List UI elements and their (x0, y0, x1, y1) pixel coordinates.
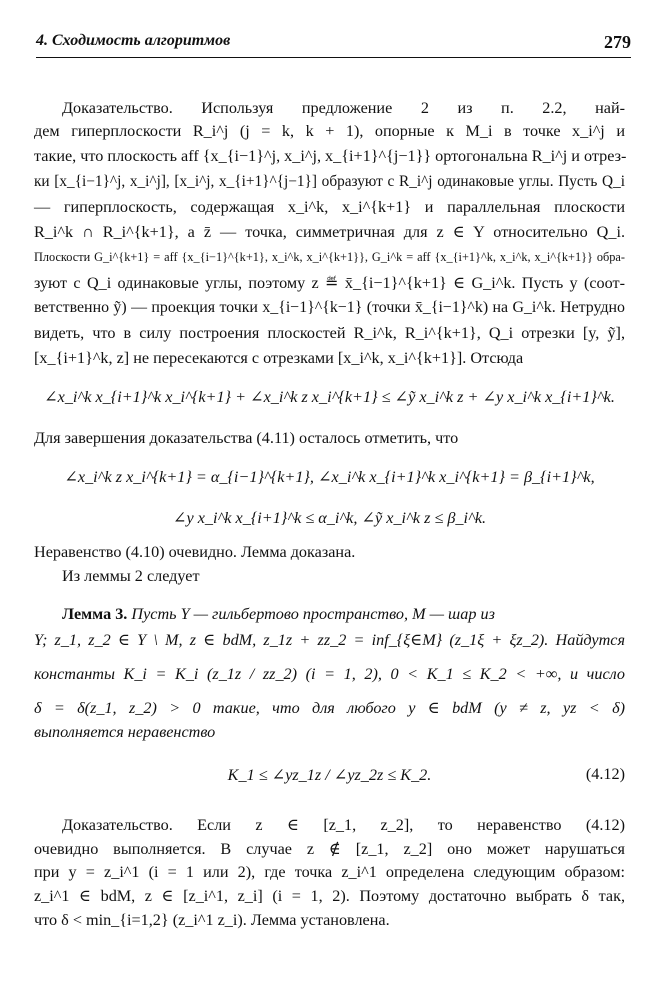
proof-line-6: R_i^k ∩ R_i^{k+1}, а z̄ — точка, симметричная для z ∈ Y относительно Q_i. (34, 223, 625, 241)
equation-number-4-12: (4.12) (585, 765, 625, 783)
proof-line-3: такие, что плоскость aff {x_{i−1}^j, x_i^j, x_{i+1}^{j−1}} ортогональна R_i^j и отрез- (34, 147, 627, 165)
page-number: 279 (604, 32, 631, 52)
proof-line-1: Доказательство. Используя предложение 2 из п. 2.2, най- (62, 99, 625, 117)
proof-line-11: [x_{i+1}^k, z] не пересекаются с отрезками [x_i^k, x_i^{k+1}]. Отсюда (34, 349, 524, 367)
proof2-line-4: z_i^1 ∈ bdM, z ∈ [z_i^1, z_i] (i = 1, 2). Поэтому достаточно выбрать δ так, (34, 887, 625, 905)
lemma-3-line-1 (62, 604, 625, 624)
proof-line-9: ветственно ỹ) — проекция точки x_{i−1}^{k−1} (точки x̄_{i−1}^k) на G_i^k. Нетрудно (34, 299, 625, 316)
text-ineq-obvious: Неравенство (4.10) очевидно. Лемма доказана. (34, 543, 356, 561)
equation-inequality: ∠x_i^k x_{i+1}^k x_i^{k+1} + ∠x_i^k z x_i^{k+1} ≤ ∠ỹ x_i^k z + ∠y x_i^k x_{i+1}^k. (44, 388, 615, 406)
proof2-line-2: очевидно выполняется. В случае z ∉ [z_1, z_2] оно может нарушаться (34, 840, 625, 858)
proof2-line-1: Доказательство. Если z ∈ [z_1, z_2], то неравенство (4.12) (62, 816, 625, 834)
proof-line-4: ки [x_{i−1}^j, x_i^j], [x_i^j, x_{i+1}^{j−1}] образуют с R_i^j одинаковые углы. Пусть Q_i (34, 173, 625, 190)
lemma-3-line-3: константы K_i = K_i (z_1z / zz_2) (i = 1, 2), 0 < K_1 ≤ K_2 < +∞, и число (34, 665, 625, 683)
proof-line-2: дем гиперплоскости R_i^j (j = k, k + 1), опорные к M_i в точке x_i^j и (34, 122, 625, 140)
proof2-line-3: при y = z_i^1 (i = 1 или 2), где точка z_i^1 определена следующим образом: (34, 863, 625, 881)
proof-line-10: видеть, что в силу построения плоскостей R_i^k, R_i^{k+1}, Q_i отрезки [y, ỹ], (34, 324, 625, 342)
lemma-3-line-2: Y; z_1, z_2 ∈ Y \ M, z ∈ bdM, z_1z + zz_2 = inf_{ξ∈M} (z_1ξ + ξz_2). Найдутся (34, 631, 625, 649)
text-completion: Для завершения доказательства (4.11) осталось отметить, что (34, 429, 459, 447)
lemma-3-statement-start: Пусть Y — гильбертово пространство, M — шар из (131, 605, 495, 623)
equation-angles-1: ∠x_i^k z x_i^{k+1} = α_{i−1}^{k+1}, ∠x_i^k x_{i+1}^k x_i^{k+1} = β_{i+1}^k, (64, 468, 595, 486)
lemma-3-line-4: δ = δ(z_1, z_2) > 0 такие, что для любого y ∈ bdM (y ≠ z, yz < δ) (34, 699, 625, 717)
equation-4-12: K_1 ≤ ∠yz_1z / ∠yz_2z ≤ K_2. (227, 766, 432, 784)
header-rule (36, 57, 631, 58)
proof-line-5: — гиперплоскость, содержащая x_i^k, x_i^{k+1} и параллельная плоскости (34, 198, 625, 216)
proof-line-8: зуют с Q_i одинаковые углы, поэтому z ≝ x̄_{i−1}^{k+1} ∈ G_i^k. Пусть y (соот- (34, 274, 625, 292)
lemma-3-label: Лемма 3. (62, 605, 128, 623)
proof-line-7: Плоскости G_i^{k+1} = aff {x_{i−1}^{k+1}, x_i^k, x_i^{k+1}}, G_i^k = aff {x_{i+1}^k, x_i^k, x_i^{k+1}} обра- (34, 250, 625, 264)
lemma-3-line-5: выполняется неравенство (34, 723, 216, 741)
running-header (36, 32, 631, 56)
section-title: 4. Сходимость алгоритмов (36, 32, 231, 49)
proof2-line-5: что δ < min_{i=1,2} (z_i^1 z_i). Лемма установлена. (34, 911, 390, 929)
text-from-lemma-2: Из леммы 2 следует (62, 567, 200, 585)
equation-angles-2: ∠y x_i^k x_{i+1}^k ≤ α_i^k, ∠ỹ x_i^k z ≤ β_i^k. (172, 509, 487, 527)
